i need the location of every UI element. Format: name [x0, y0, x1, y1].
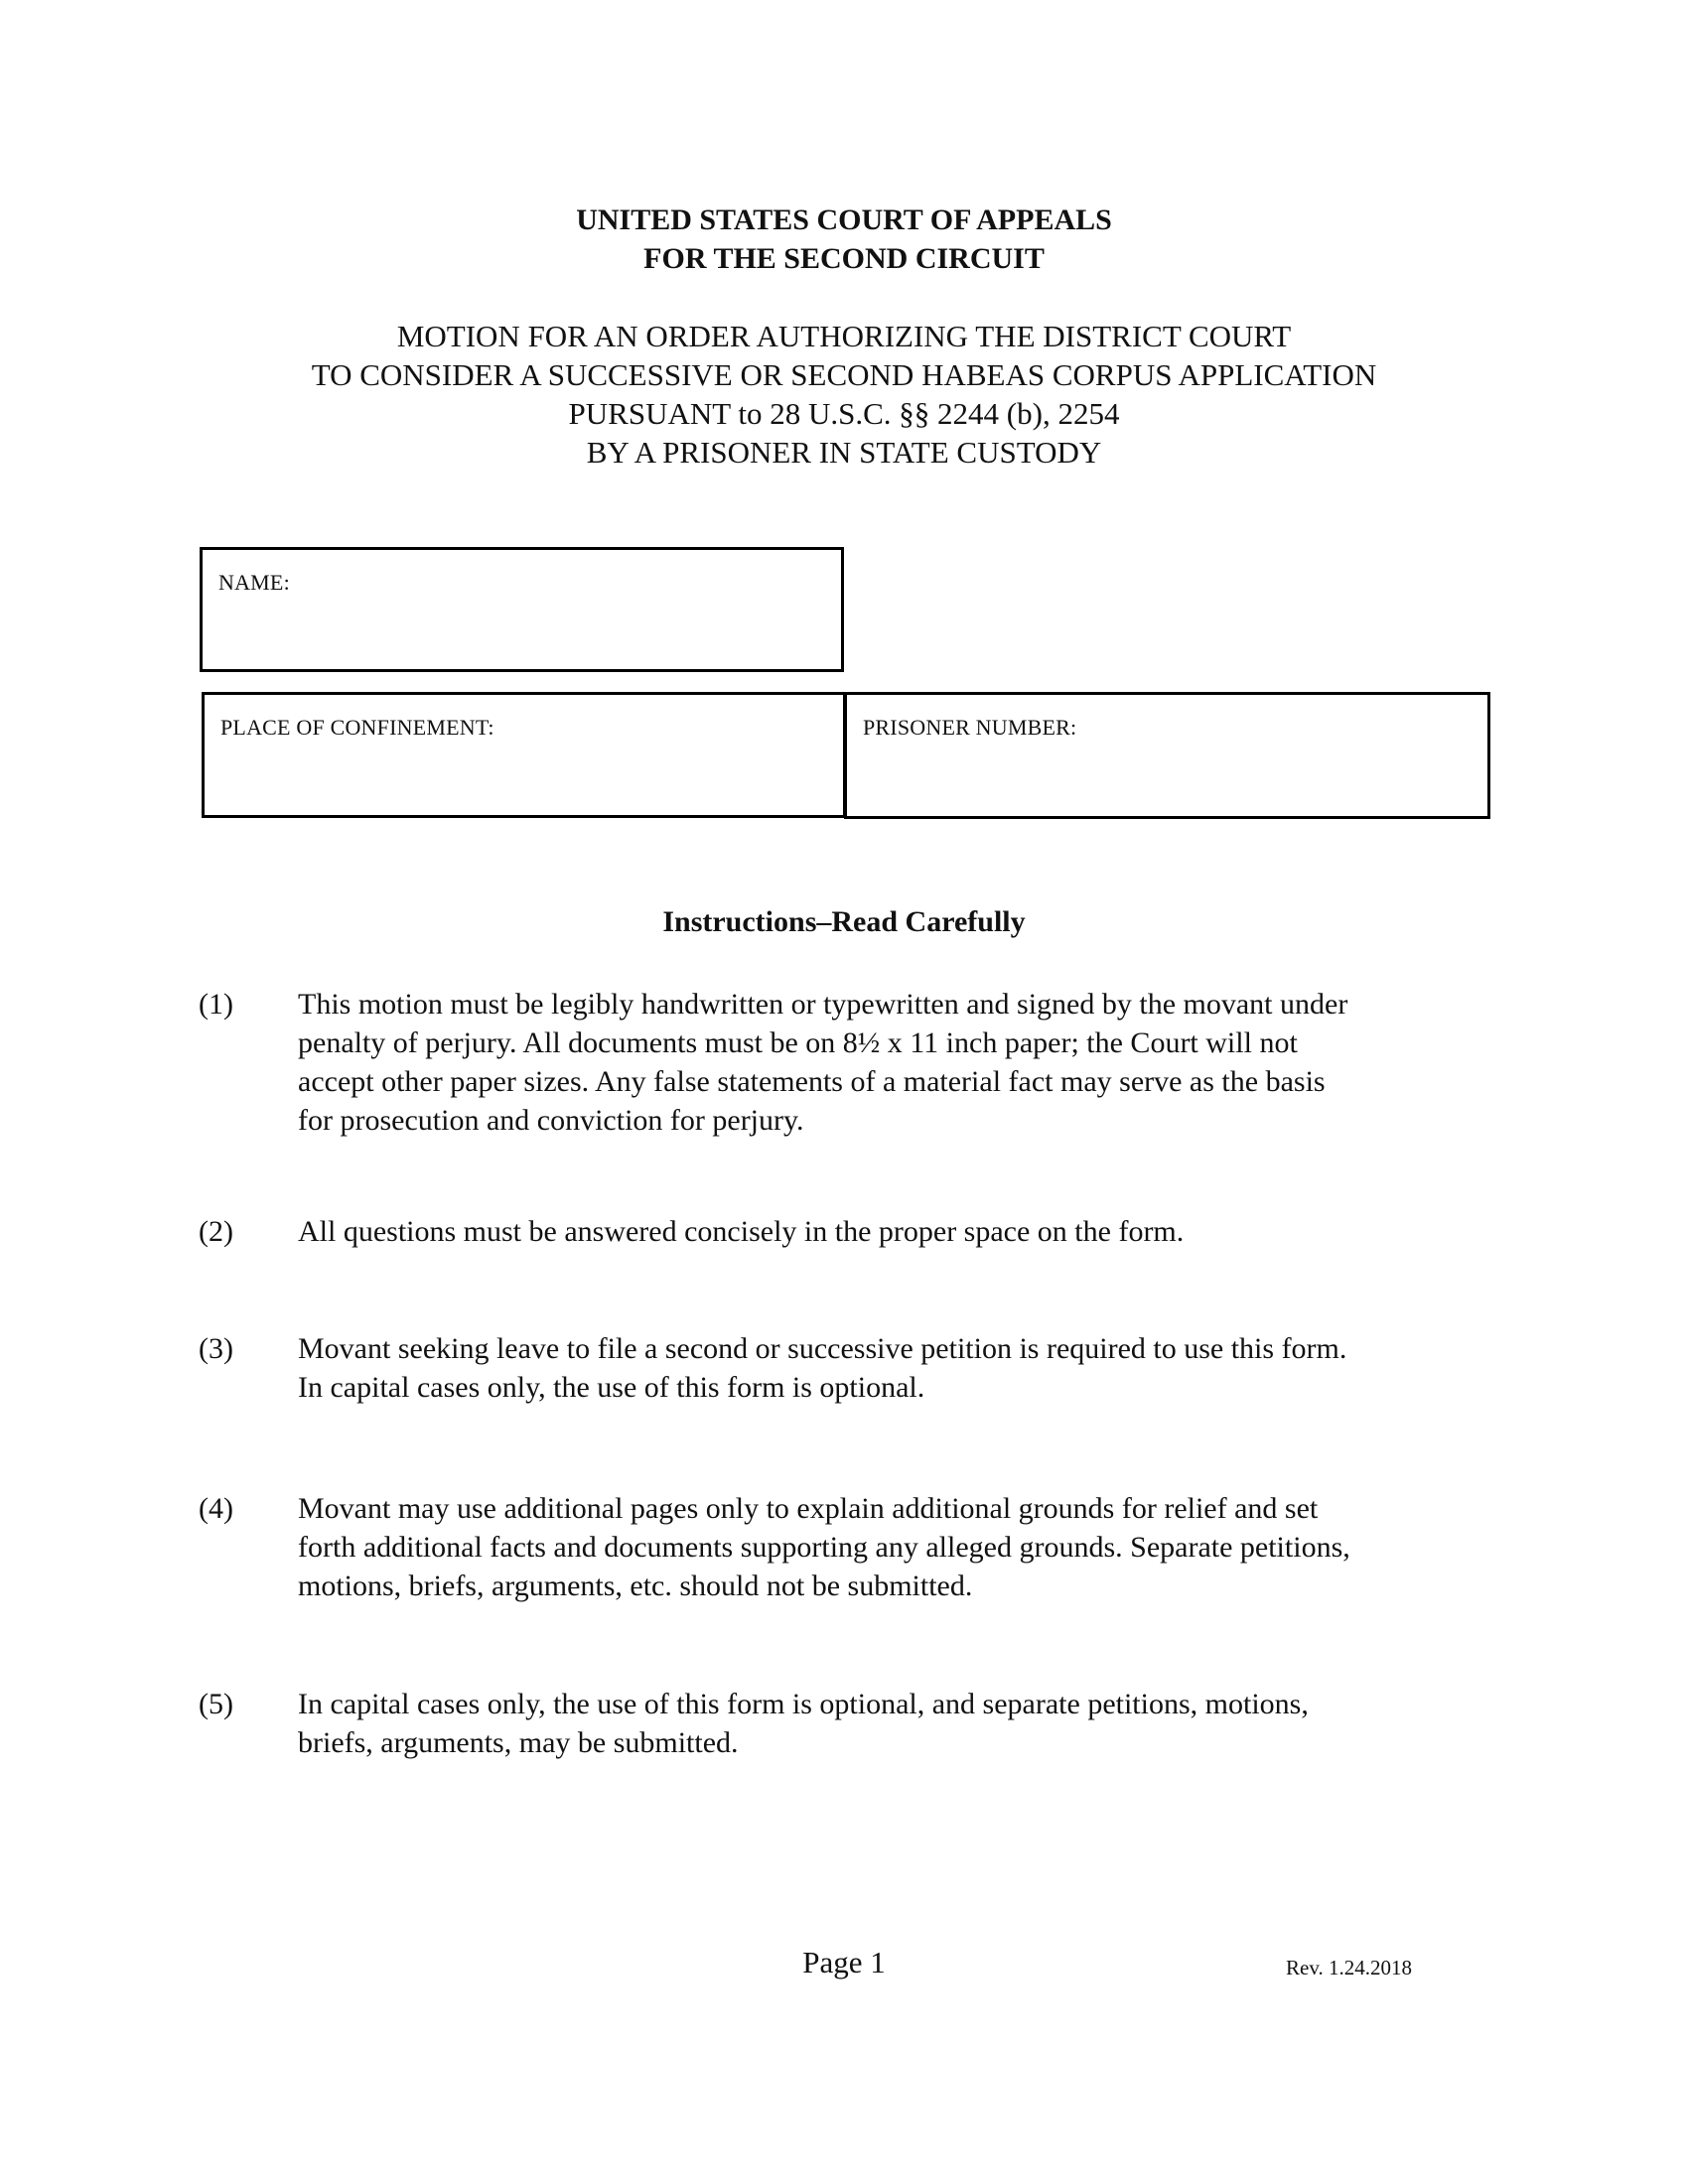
instruction-line: accept other paper sizes. Any false statements of a material fact may serve as the basis	[298, 1065, 1326, 1098]
prisoner-number-field-box[interactable]	[844, 692, 1490, 819]
instruction-line: This motion must be legibly handwritten or typewritten and signed by the movant under	[298, 988, 1348, 1021]
court-name-line-2: FOR THE SECOND CIRCUIT	[643, 242, 1045, 275]
instruction-line: Movant seeking leave to file a second or successive petition is required to use this form.	[298, 1332, 1347, 1365]
name-field-box[interactable]	[200, 547, 844, 672]
instruction-line: forth additional facts and documents supporting any alleged grounds. Separate petitions,	[298, 1531, 1350, 1564]
instruction-text	[298, 985, 1489, 1140]
place-of-confinement-label: PLACE OF CONFINEMENT:	[220, 715, 494, 740]
motion-title-line-4: BY A PRISONER IN STATE CUSTODY	[586, 435, 1102, 470]
name-field-label: NAME:	[218, 570, 290, 595]
court-name-line-1: UNITED STATES COURT OF APPEALS	[576, 204, 1112, 236]
instruction-line: Movant may use additional pages only to explain additional grounds for relief and set	[298, 1492, 1319, 1525]
revision-date: Rev. 1.24.2018	[1286, 1956, 1412, 1979]
instruction-line: All questions must be answered concisely in the proper space on the form.	[298, 1215, 1185, 1248]
instruction-number: (5)	[199, 1688, 233, 1720]
instruction-text	[298, 1212, 1489, 1251]
instruction-line: In capital cases only, the use of this form is optional.	[298, 1371, 925, 1404]
instruction-text	[298, 1685, 1489, 1762]
motion-title-line-3: PURSUANT to 28 U.S.C. §§ 2244 (b), 2254	[568, 396, 1120, 431]
instruction-line: motions, briefs, arguments, etc. should not be submitted.	[298, 1570, 973, 1602]
motion-title-line-1: MOTION FOR AN ORDER AUTHORIZING THE DISTRICT COURT	[396, 319, 1292, 353]
instruction-number: (3)	[199, 1332, 233, 1365]
instruction-number: (4)	[199, 1492, 233, 1525]
motion-title-line-2: TO CONSIDER A SUCCESSIVE OR SECOND HABEAS CORPUS APPLICATION	[311, 357, 1377, 392]
instruction-line: briefs, arguments, may be submitted.	[298, 1726, 739, 1759]
instruction-line: In capital cases only, the use of this form is optional, and separate petitions, motions,	[298, 1688, 1309, 1720]
instruction-text	[298, 1489, 1489, 1605]
instructions-heading: Instructions–Read Carefully	[662, 905, 1026, 938]
prisoner-number-label: PRISONER NUMBER:	[863, 715, 1077, 740]
instruction-line: penalty of perjury. All documents must be on 8½ x 11 inch paper; the Court will not	[298, 1026, 1298, 1059]
instruction-number: (2)	[199, 1215, 233, 1248]
page-number: Page 1	[802, 1945, 886, 1979]
instruction-text	[298, 1329, 1489, 1407]
place-of-confinement-field-box[interactable]	[202, 692, 846, 818]
instruction-line: for prosecution and conviction for perjury.	[298, 1104, 804, 1137]
instruction-number: (1)	[199, 988, 233, 1021]
